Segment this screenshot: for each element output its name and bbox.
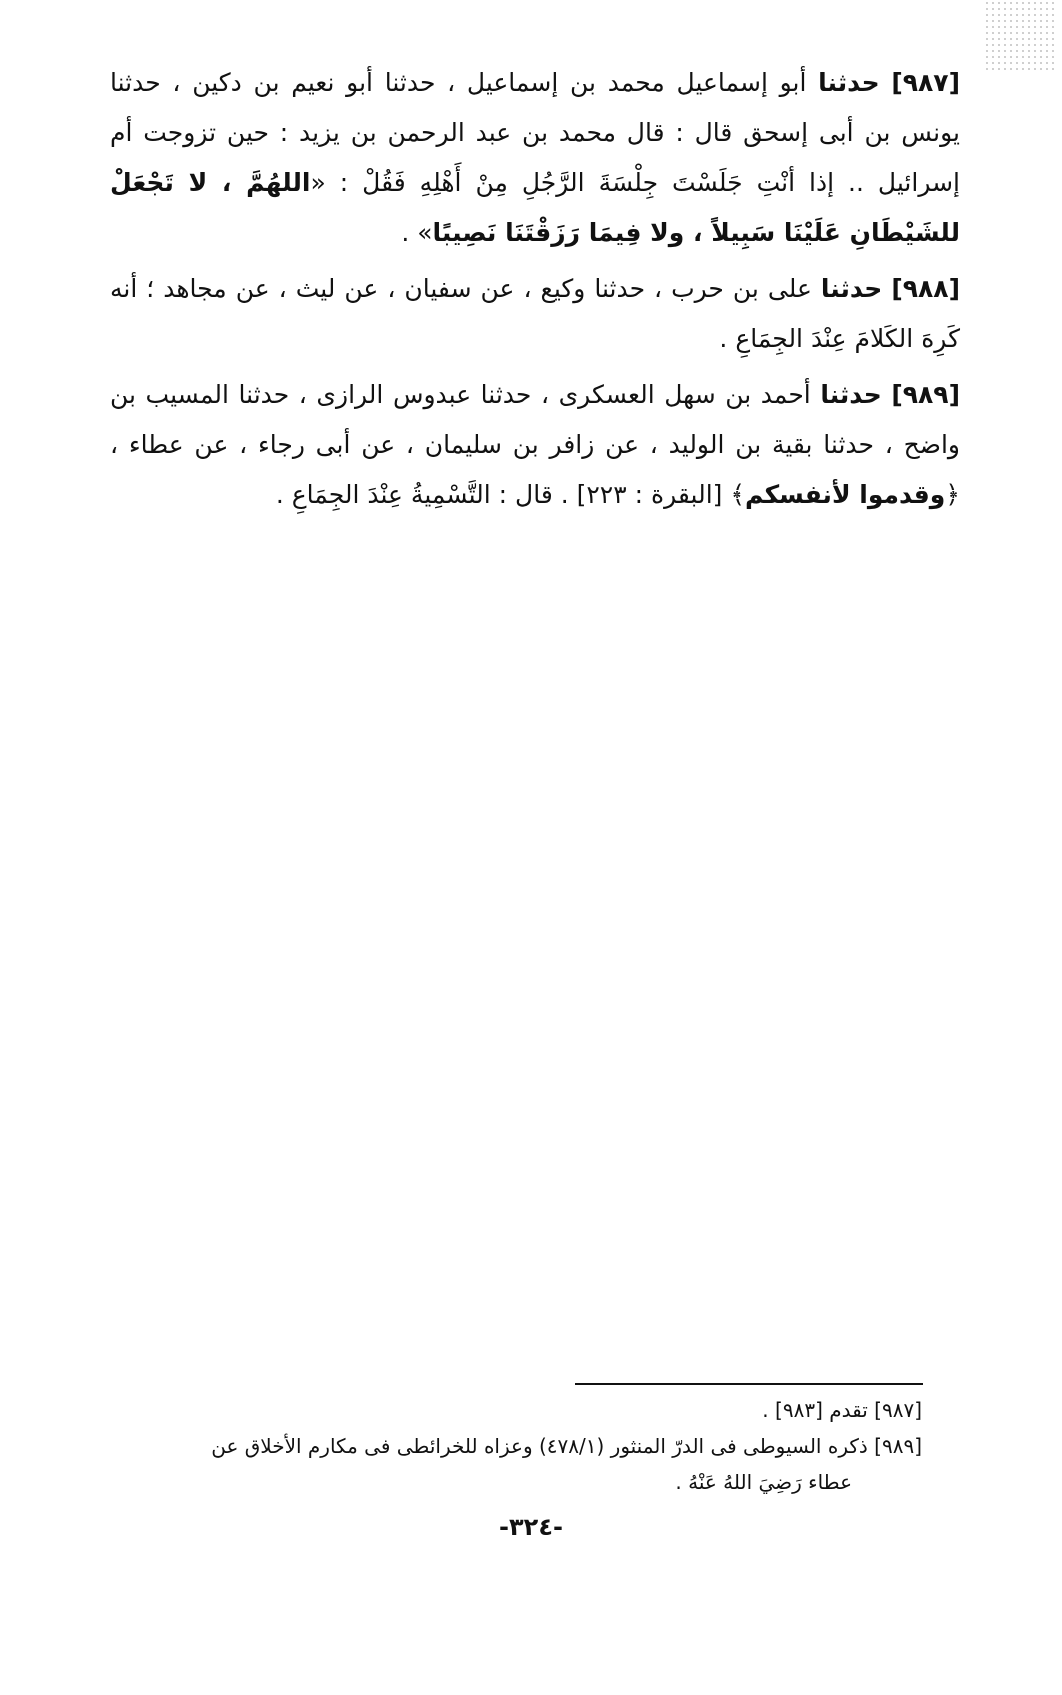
footnote-separator xyxy=(575,1383,923,1385)
main-text xyxy=(110,58,960,520)
hadith-number: [٩٨٨] xyxy=(891,274,960,303)
hadith-entry xyxy=(110,264,960,364)
emphasized-text: وقدموا لأنفسكم xyxy=(744,480,946,509)
text-run: ﴾ [البقرة : ٢٢٣] . قال : التَّسْمِيةُ عِنْدَ الجِمَاعِ . xyxy=(275,480,745,509)
text-run: على بن حرب ، حدثنا وكيع ، عن سفيان ، عن ليث ، عن مجاهد ؛ أنه كَرِهَ الكَلامَ عِنْدَ الجِمَاعِ . xyxy=(110,274,960,353)
hadith-number: [٩٨٧] xyxy=(891,68,960,97)
hadith-number: [٩٨٩] xyxy=(891,380,960,409)
text-run: » . xyxy=(401,218,433,247)
footnote-987: [٩٨٧] تقدم [٩٨٣] . xyxy=(762,1398,922,1422)
text-run: أحمد بن سهل العسكرى ، حدثنا عبدوس الرازى ، حدثنا المسيب بن واضح ، حدثنا بقية بن الوليد ، عن زافر بن سليمان ، عن أبى رجاء ، عن عطاء ، ﴿ xyxy=(110,380,960,509)
hadith-entry xyxy=(110,58,960,258)
footnote-989: [٩٨٩] ذكره السيوطى فى الدرّ المنثور (٤٧٨/١) وعزاه للخرائطى فى مكارم الأخلاق عن xyxy=(211,1434,922,1458)
emphasized-text: اللهُمَّ ، لا تَجْعَلْ للشَيْطَانِ عَلَيْنَا سَبِيلاً ، ولا فِيمَا رَزَقْتَنَا نَصِيبًا xyxy=(110,168,960,247)
page-number: -٣٢٤- xyxy=(499,1513,563,1541)
emphasized-text: حدثنا xyxy=(820,274,883,303)
hadith-entry xyxy=(110,370,960,520)
text-run: أبو إسماعيل محمد بن إسماعيل ، حدثنا أبو نعيم بن دكين ، حدثنا يونس بن أبى إسحق قال : قال محمد بن عبد الرحمن بن يزيد : حين تزوجت أم إسرائيل .. إذا أنْتِ جَلَسْتَ جِلْسَةَ الرَّجُلِ مِنْ أَهْلِهِ فَقُلْ : « xyxy=(110,68,961,197)
footnotes xyxy=(60,1392,922,1500)
footnote-989-continuation: عطاء رَضِيَ اللهُ عَنْهُ . xyxy=(675,1470,852,1494)
scan-noise xyxy=(984,0,1056,70)
emphasized-text: حدثنا xyxy=(820,380,882,409)
emphasized-text: حدثنا xyxy=(818,68,880,97)
